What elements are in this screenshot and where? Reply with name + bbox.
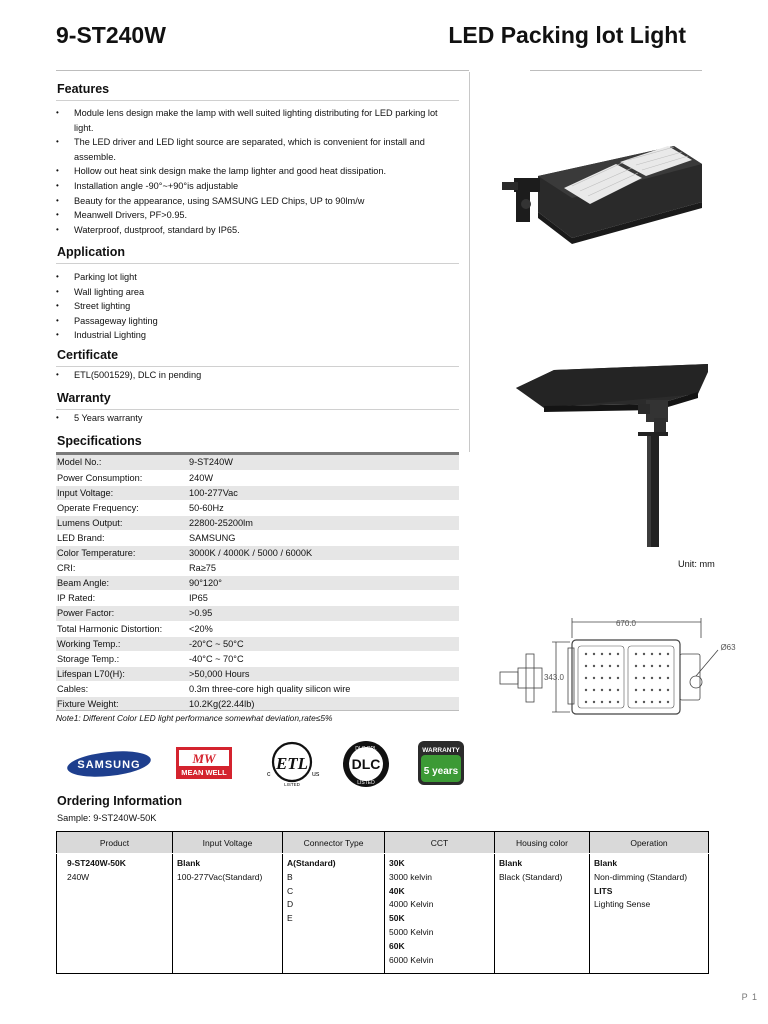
spec-value: Ra≥75 <box>189 561 459 576</box>
spec-value: -20°C ~ 50°C <box>189 636 459 651</box>
spec-row <box>56 500 459 515</box>
list-item: • 5 Years warranty <box>56 411 456 426</box>
spec-key: Power Factor: <box>56 606 189 621</box>
spec-row <box>56 576 459 591</box>
housing-cell: Blank Black (Standard) <box>495 854 590 974</box>
meanwell-logo <box>176 747 232 779</box>
spec-value: IP65 <box>189 591 459 606</box>
list-item: • Street lighting <box>56 299 456 314</box>
features-rule <box>56 100 459 101</box>
spec-value: 9-ST240W <box>189 455 459 470</box>
spec-value: SAMSUNG <box>189 530 459 545</box>
column-header: Input Voltage <box>173 832 283 854</box>
list-item: • ETL(5001529), DLC in pending <box>56 368 456 383</box>
spec-bottom-rule <box>56 710 459 711</box>
svg-text:LISTED: LISTED <box>284 782 300 787</box>
etl-logo <box>262 740 322 788</box>
features-list <box>56 106 456 237</box>
spec-row <box>56 485 459 500</box>
product-photo-pole <box>508 362 718 547</box>
spec-note: Note1: Different Color LED light performance somewhat deviation,rate≤5% <box>56 713 333 723</box>
ordering-sample: Sample: 9-ST240W-50K <box>57 813 157 823</box>
list-item: • The LED driver and LED light source are separated, which is convenient for install and assemble. <box>56 135 456 164</box>
spec-key: Fixture Weight: <box>56 697 189 712</box>
column-header: Product <box>57 832 173 854</box>
spec-row <box>56 455 459 470</box>
spec-value: 50-60Hz <box>189 500 459 515</box>
svg-text:WARRANTY: WARRANTY <box>422 747 460 754</box>
dimension-drawing <box>496 610 744 718</box>
svg-text:DLC QPL: DLC QPL <box>355 746 377 752</box>
samsung-logo <box>66 750 152 778</box>
spec-value: 100-277Vac <box>189 485 459 500</box>
list-item: • Beauty for the appearance, using SAMSUNG LED Chips, UP to 90lm/w <box>56 194 456 209</box>
spec-row <box>56 636 459 651</box>
warranty-list <box>56 411 456 426</box>
list-item: • Wall lighting area <box>56 285 456 300</box>
svg-text:us: us <box>312 771 320 778</box>
spec-value: 10.2Kg(22.44lb) <box>189 697 459 712</box>
list-item: • Passageway lighting <box>56 314 456 329</box>
spec-value: 3000K / 4000K / 5000 / 6000K <box>189 546 459 561</box>
spec-value: 22800-25200lm <box>189 515 459 530</box>
product-photo-top <box>496 140 708 246</box>
hole-dimension: Ø63 <box>720 643 736 652</box>
spec-value: 240W <box>189 470 459 485</box>
list-item: • Meanwell Drivers, PF>0.95. <box>56 208 456 223</box>
page-number: P 1 <box>741 992 758 1002</box>
application-rule <box>56 263 459 264</box>
spec-key: Storage Temp.: <box>56 651 189 666</box>
spec-key: CRI: <box>56 561 189 576</box>
spec-value: >0.95 <box>189 606 459 621</box>
spec-key: IP Rated: <box>56 591 189 606</box>
svg-text:ETL: ETL <box>275 754 309 773</box>
list-item: • Parking lot light <box>56 270 456 285</box>
svg-text:MW: MW <box>192 751 216 766</box>
cct-cell: 30K 3000 kelvin 40K 4000 Kelvin 50K 5000 Kelvin 60K 6000 Kelvin <box>385 854 495 974</box>
header-divider <box>56 70 469 71</box>
warranty-title: Warranty <box>57 391 111 405</box>
column-header: CCT <box>385 832 495 854</box>
svg-text:5 years: 5 years <box>423 766 459 777</box>
certificate-rule <box>56 366 459 367</box>
spec-key: Total Harmonic Distortion: <box>56 621 189 636</box>
height-dimension: 343.0 <box>543 673 565 682</box>
column-divider <box>469 72 470 452</box>
spec-key: Power Consumption: <box>56 470 189 485</box>
product-title: LED Packing lot Light <box>448 22 686 48</box>
list-item: • Installation angle -90°~+90°is adjustable <box>56 179 456 194</box>
application-title: Application <box>57 245 126 259</box>
certificate-list <box>56 368 456 383</box>
ordering-table <box>56 831 709 974</box>
spec-row <box>56 621 459 636</box>
spec-value: >50,000 Hours <box>189 666 459 681</box>
list-item: • Industrial Lighting <box>56 328 456 343</box>
connector-cell: A(Standard) B C D E <box>283 854 385 974</box>
spec-key: Operate Frequency: <box>56 500 189 515</box>
product-cell: 9-ST240W-50K 240W <box>67 858 126 882</box>
svg-text:MEAN WELL: MEAN WELL <box>181 768 227 777</box>
column-header: Housing color <box>495 832 590 854</box>
specifications-title: Specifications <box>57 434 142 448</box>
spec-row <box>56 530 459 545</box>
svg-text:LISTED: LISTED <box>357 780 375 786</box>
spec-row <box>56 681 459 696</box>
model-title: 9-ST240W <box>56 22 166 48</box>
spec-row <box>56 515 459 530</box>
list-item: • Module lens design make the lamp with well suited lighting distributing for LED parking lot light. <box>56 106 456 135</box>
spec-key: Model No.: <box>56 455 189 470</box>
spec-row <box>56 666 459 681</box>
ordering-title: Ordering Information <box>57 794 182 808</box>
spec-key: Beam Angle: <box>56 576 189 591</box>
spec-value: 90°120° <box>189 576 459 591</box>
column-header: Connector Type <box>283 832 385 854</box>
spec-value: 0.3m three-core high quality silicon wire <box>189 681 459 696</box>
input-voltage-cell: Blank 100-277Vac(Standard) <box>173 854 283 974</box>
warranty-badge <box>418 741 464 785</box>
spec-row <box>56 651 459 666</box>
spec-key: LED Brand: <box>56 530 189 545</box>
spec-key: Cables: <box>56 681 189 696</box>
spec-row <box>56 470 459 485</box>
application-list <box>56 270 456 343</box>
svg-text:c: c <box>267 771 271 778</box>
unit-label: Unit: mm <box>678 559 715 569</box>
spec-key: Color Temperature: <box>56 546 189 561</box>
warranty-rule <box>56 409 459 410</box>
header-divider-right <box>530 70 702 71</box>
spec-row <box>56 561 459 576</box>
operation-cell: Blank Non-dimming (Standard) LITS Lighting Sense <box>590 854 709 974</box>
spec-key: Lumens Output: <box>56 515 189 530</box>
spec-row <box>56 546 459 561</box>
features-title: Features <box>57 82 110 96</box>
spec-value: <20% <box>189 621 459 636</box>
spec-value: -40°C ~ 70°C <box>189 651 459 666</box>
spec-key: Working Temp.: <box>56 636 189 651</box>
dlc-logo <box>340 740 392 788</box>
spec-key: Input Voltage: <box>56 485 189 500</box>
list-item: • Hollow out heat sink design make the lamp lighter and good heat dissipation. <box>56 164 456 179</box>
table-header-row <box>57 832 709 854</box>
spec-table <box>56 455 459 712</box>
list-item: • Waterproof, dustproof, standard by IP65. <box>56 223 456 238</box>
spec-key: Lifespan L70(H): <box>56 666 189 681</box>
svg-text:DLC: DLC <box>351 756 381 772</box>
certificate-title: Certificate <box>57 348 119 362</box>
spec-row <box>56 606 459 621</box>
width-dimension: 670.0 <box>615 619 637 628</box>
table-row <box>57 854 709 974</box>
column-header: Operation <box>590 832 709 854</box>
spec-row <box>56 591 459 606</box>
svg-text:SAMSUNG: SAMSUNG <box>77 759 141 771</box>
